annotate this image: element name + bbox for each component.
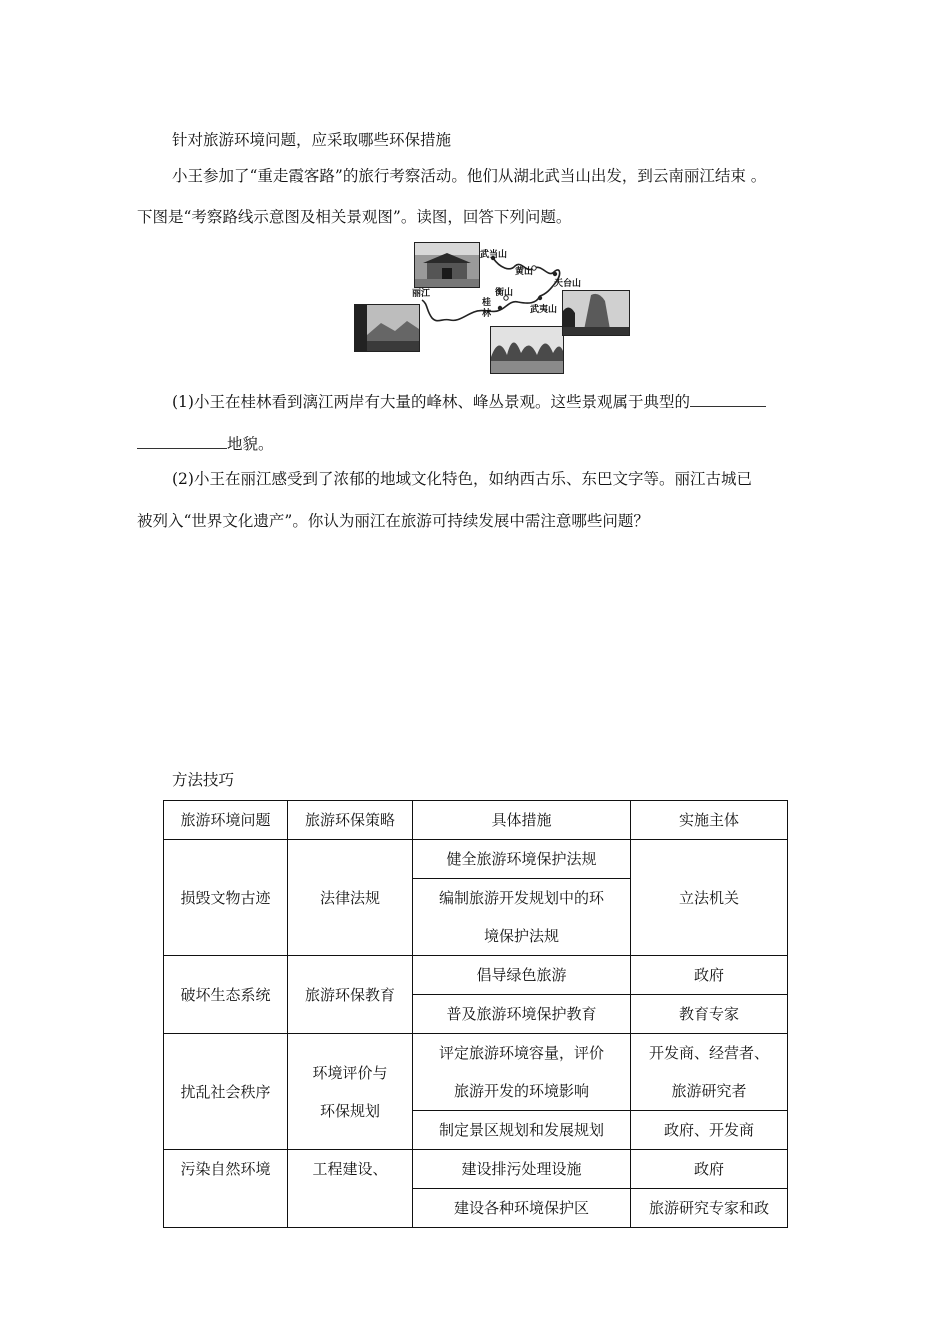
measure-cell: 倡导绿色旅游	[413, 956, 631, 995]
measure-line: 境保护法规	[483, 927, 559, 945]
measure-cell: 建设各种环境保护区	[413, 1189, 631, 1228]
strategy-cell	[288, 1034, 413, 1150]
header-problem: 旅游环境问题	[164, 801, 288, 840]
measure-cell	[413, 1034, 631, 1111]
question-1-line-1	[172, 390, 766, 412]
measure-cell: 健全旅游环境保护法规	[413, 840, 631, 879]
subject-cell: 政府、开发商	[631, 1111, 788, 1150]
section-heading: 针对旅游环境问题，应采取哪些环保措施	[172, 131, 452, 149]
intro-line-1: 小王参加了“重走霞客路”的旅行考察活动。他们从湖北武当山出发，到云南丽江结束 。	[172, 167, 767, 185]
table-header-row	[164, 801, 788, 840]
measure-cell: 制定景区规划和发展规划	[413, 1111, 631, 1150]
subject-cell: 立法机关	[631, 840, 788, 956]
table-row	[164, 840, 788, 879]
answer-blank-2[interactable]	[137, 432, 227, 449]
route-map-figure	[350, 238, 635, 373]
strategy-cell: 法律法规	[288, 840, 413, 956]
subject-cell: 政府	[631, 1150, 788, 1189]
table-row	[164, 1034, 788, 1111]
subject-line: 开发商、经营者、	[648, 1044, 769, 1062]
method-title: 方法技巧	[172, 771, 235, 789]
strategy-cell: 旅游环保教育	[288, 956, 413, 1034]
measure-line: 旅游开发的环境影响	[453, 1082, 589, 1100]
measure-line: 评定旅游环境容量，评价	[438, 1044, 604, 1062]
question-1-line-2	[137, 432, 274, 454]
table-row	[164, 956, 788, 995]
table-row	[164, 1150, 788, 1189]
map-label-wudangshan: 武当山	[480, 250, 508, 260]
measure-cell	[413, 879, 631, 956]
question-2-line-1: (2)小王在丽江感受到了浓郁的地域文化特色，如纳西古乐、东巴文字等。丽江古城已	[172, 470, 752, 488]
header-measure: 具体措施	[413, 801, 631, 840]
problem-cell: 扰乱社会秩序	[164, 1034, 288, 1150]
header-strategy: 旅游环保策略	[288, 801, 413, 840]
problem-cell: 破坏生态系统	[164, 956, 288, 1034]
question-1-suffix: 地貌。	[227, 435, 274, 453]
question-2-line-2: 被列入“世界文化遗产”。你认为丽江在旅游可持续发展中需注意哪些问题？	[137, 512, 649, 530]
header-subject: 实施主体	[631, 801, 788, 840]
subject-cell	[631, 1034, 788, 1111]
map-label-tiantaishan: 天台山	[554, 279, 582, 289]
problem-cell: 污染自然环境	[164, 1150, 288, 1228]
map-label-hengshan: 衡山	[495, 288, 514, 298]
methods-table	[163, 800, 788, 1228]
subject-cell: 旅游研究专家和政	[631, 1189, 788, 1228]
question-1-text: (1)小王在桂林看到漓江两岸有大量的峰林、峰丛景观。这些景观属于典型的	[172, 393, 690, 411]
measure-line: 编制旅游开发规划中的环	[438, 889, 604, 907]
strategy-line: 环境评价与	[312, 1063, 388, 1082]
measure-cell: 建设排污处理设施	[413, 1150, 631, 1189]
intro-line-2: 下图是“考察路线示意图及相关景观图”。读图，回答下列问题。	[137, 208, 572, 226]
map-label-guilin-2: 林	[482, 309, 492, 319]
map-label-guilin-1: 桂	[482, 298, 492, 308]
measure-cell: 普及旅游环境保护教育	[413, 995, 631, 1034]
map-label-lijiang: 丽江	[412, 289, 431, 299]
strategy-line: 环保规划	[319, 1101, 380, 1120]
subject-line: 旅游研究者	[671, 1082, 747, 1100]
problem-cell: 损毁文物古迹	[164, 840, 288, 956]
answer-blank-1[interactable]	[690, 390, 766, 407]
subject-cell: 政府	[631, 956, 788, 995]
map-label-huangshan: 黄山	[515, 267, 534, 277]
map-label-wuyishan: 武夷山	[530, 305, 558, 315]
subject-cell: 教育专家	[631, 995, 788, 1034]
strategy-cell: 工程建设、	[288, 1150, 413, 1228]
